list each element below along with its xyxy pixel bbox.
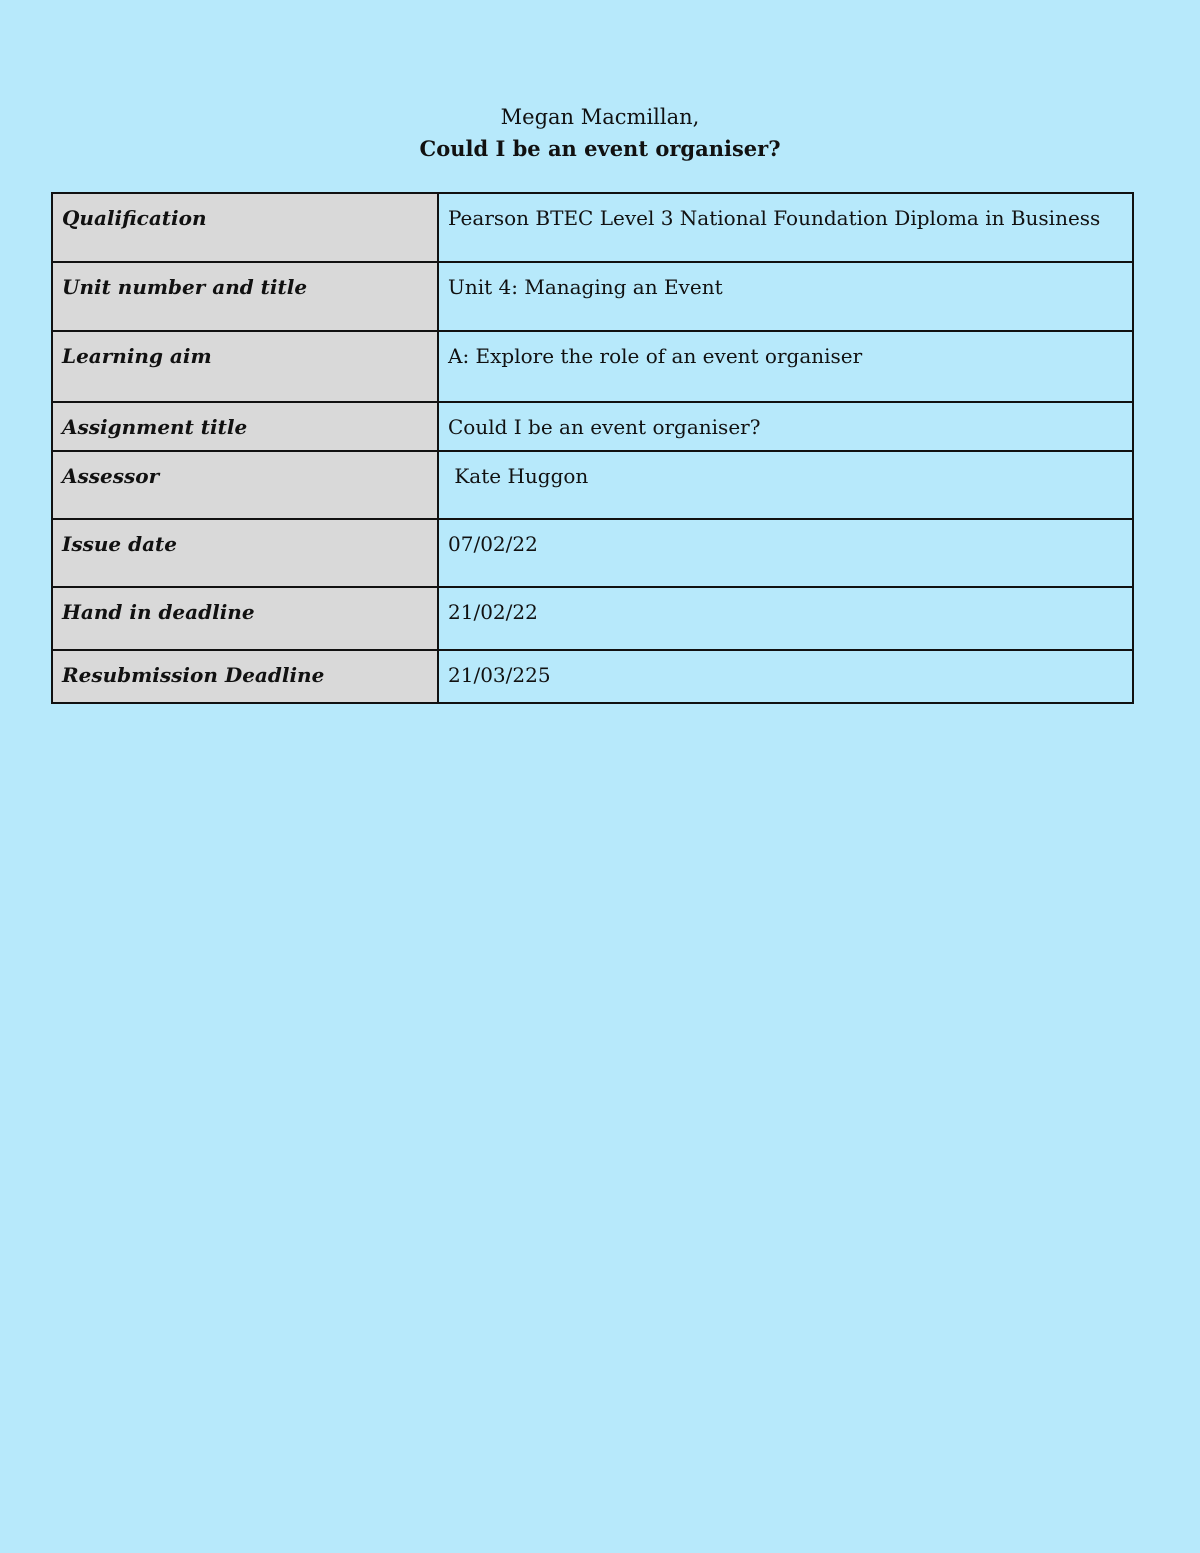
row-value: 21/02/22 xyxy=(438,587,1133,650)
assignment-info-table xyxy=(51,192,1134,704)
row-label: Resubmission Deadline xyxy=(52,650,438,703)
table-row xyxy=(52,331,1133,402)
row-label: Issue date xyxy=(52,519,438,587)
table-row xyxy=(52,262,1133,331)
table-row xyxy=(52,402,1133,451)
table-row xyxy=(52,650,1133,703)
table-row xyxy=(52,587,1133,650)
document-header xyxy=(0,101,1200,165)
row-value: Kate Huggon xyxy=(438,451,1133,519)
row-value: 21/03/225 xyxy=(438,650,1133,703)
row-label: Assignment title xyxy=(52,402,438,451)
author-name: Megan Macmillan, xyxy=(500,105,700,129)
row-label: Assessor xyxy=(52,451,438,519)
row-label: Unit number and title xyxy=(52,262,438,331)
table-row xyxy=(52,451,1133,519)
row-value: Unit 4: Managing an Event xyxy=(438,262,1133,331)
row-label: Qualification xyxy=(52,193,438,262)
row-value: Pearson BTEC Level 3 National Foundation Diploma in Business xyxy=(438,193,1133,262)
row-value: A: Explore the role of an event organiser xyxy=(438,331,1133,402)
document-title: Could I be an event organiser? xyxy=(419,136,781,161)
row-value: 07/02/22 xyxy=(438,519,1133,587)
row-label: Learning aim xyxy=(52,331,438,402)
table-row xyxy=(52,519,1133,587)
row-value: Could I be an event organiser? xyxy=(438,402,1133,451)
table-row xyxy=(52,193,1133,262)
row-label: Hand in deadline xyxy=(52,587,438,650)
